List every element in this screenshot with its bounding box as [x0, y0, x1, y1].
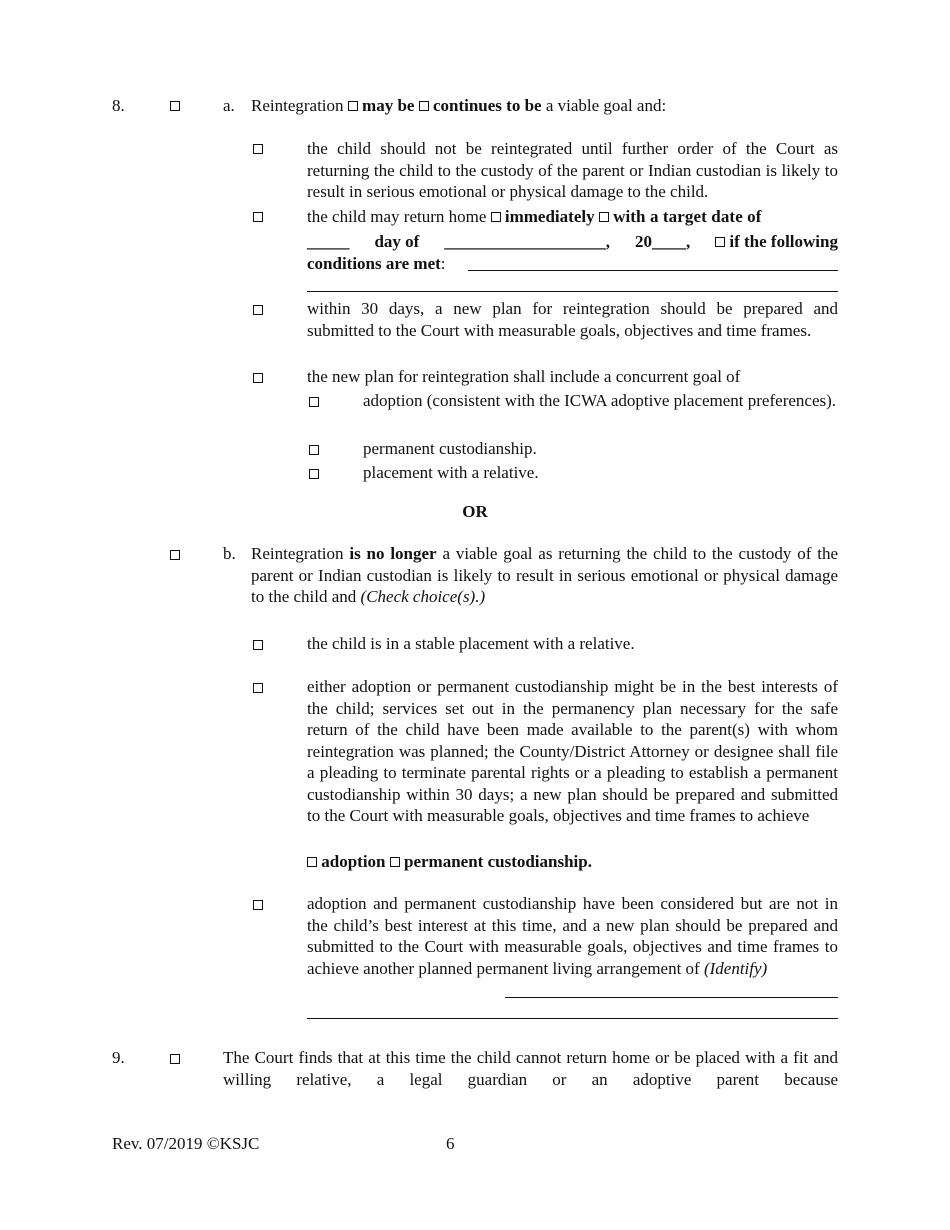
immediately-checkbox[interactable] [491, 212, 501, 222]
conditions-checkbox[interactable] [715, 237, 725, 247]
sub2-text: permanent custodianship. [363, 439, 537, 458]
a-option4-checkbox[interactable] [253, 367, 263, 389]
may-be-checkbox[interactable] [348, 101, 358, 111]
conditions-line-1[interactable] [468, 270, 838, 271]
permanent-custodianship-checkbox[interactable] [390, 857, 400, 867]
a-option2-checkbox[interactable] [253, 206, 263, 228]
identify-line-1[interactable] [505, 997, 838, 998]
a-option4-text: the new plan for reintegration shall include a concurrent goal of [307, 367, 741, 386]
b-option1-text: the child is in a stable placement with a relative. [307, 634, 635, 653]
or-divider: OR [462, 502, 488, 521]
item8-number: 8. [112, 96, 125, 115]
item9-text: The Court finds that at this time the child cannot return home or be placed with a fit and willing relative, a legal guardian or an adoptive parent because [223, 1048, 838, 1089]
continues-to-be-checkbox[interactable] [419, 101, 429, 111]
day-blank[interactable]: _____ [307, 232, 350, 251]
year-blank[interactable]: 20____, [634, 232, 691, 251]
item8-checkbox[interactable] [170, 95, 180, 117]
b-option2-choices: adoption permanent custodianship. [307, 851, 592, 873]
sub3-checkbox[interactable] [309, 463, 319, 485]
month-blank[interactable]: ___________________ [444, 232, 606, 251]
item8b-letter: b. [223, 544, 236, 563]
b-option3-checkbox[interactable] [253, 894, 263, 916]
item8a-letter: a. [223, 96, 235, 115]
target-date-checkbox[interactable] [599, 212, 609, 222]
b-option3-text: adoption and permanent custodianship have been considered but are not in the child’s best interest at this time, and a new plan should be prepared and submitted to the Court with measurable goals, objectives and time frames to achieve another planned permanent living arrangement of (Identify) [307, 894, 838, 978]
item8b-heading: Reintegration is no longer a viable goal as returning the child to the custody of the parent or Indian custodian is likely to result in serious emotional or physical damage to the child and (Check choice(s).) [251, 544, 839, 606]
sub1-text: adoption (consistent with the ICWA adoptive placement preferences). [363, 391, 837, 410]
a-option2-line3: conditions are met: [307, 254, 446, 273]
a-option2-line1: the child may return home immediately with a target date of [307, 207, 762, 226]
a-option1-text: the child should not be reintegrated until further order of the Court as returning the child to the custody of the parent or Indian custodian is likely to result in serious emotional or physical damage to the child. [307, 139, 838, 201]
identify-line-2[interactable] [307, 1018, 838, 1019]
item8a-heading: Reintegration may be continues to be a viable goal and: [251, 96, 667, 115]
footer-revision: Rev. 07/2019 ©KSJC [112, 1134, 260, 1153]
item9-number: 9. [112, 1048, 125, 1067]
b-option2-text: either adoption or permanent custodianship might be in the best interests of the child; services set out in the permanency plan necessary for the safe return of the child have been made available to the parent(s) with whom reintegration was planned; the County/District Attorney or designee shall file a pleading to terminate parental rights or a pleading to establish a permanent custodianship within 30 days; a new plan should be prepared and submitted to the Court with measurable goals, objectives and time frames to achieve [307, 677, 838, 825]
sub1-checkbox[interactable] [309, 391, 319, 413]
item8b-checkbox[interactable] [170, 544, 180, 566]
sub3-text: placement with a relative. [363, 463, 539, 482]
conditions-line-2[interactable] [307, 291, 838, 292]
a-option1-checkbox[interactable] [253, 138, 263, 160]
a-option3-checkbox[interactable] [253, 299, 263, 321]
adoption-checkbox[interactable] [307, 857, 317, 867]
sub2-checkbox[interactable] [309, 439, 319, 461]
b-option2-checkbox[interactable] [253, 677, 263, 699]
a-option3-text: within 30 days, a new plan for reintegration should be prepared and submitted to the Court with measurable goals, objectives and time frames. [307, 299, 838, 340]
b-option1-checkbox[interactable] [253, 634, 263, 656]
a-option2-line2: _____ day of ___________________, 20____, if the following [307, 232, 838, 251]
item9-checkbox[interactable] [170, 1048, 180, 1070]
footer-page-number: 6 [446, 1134, 455, 1153]
